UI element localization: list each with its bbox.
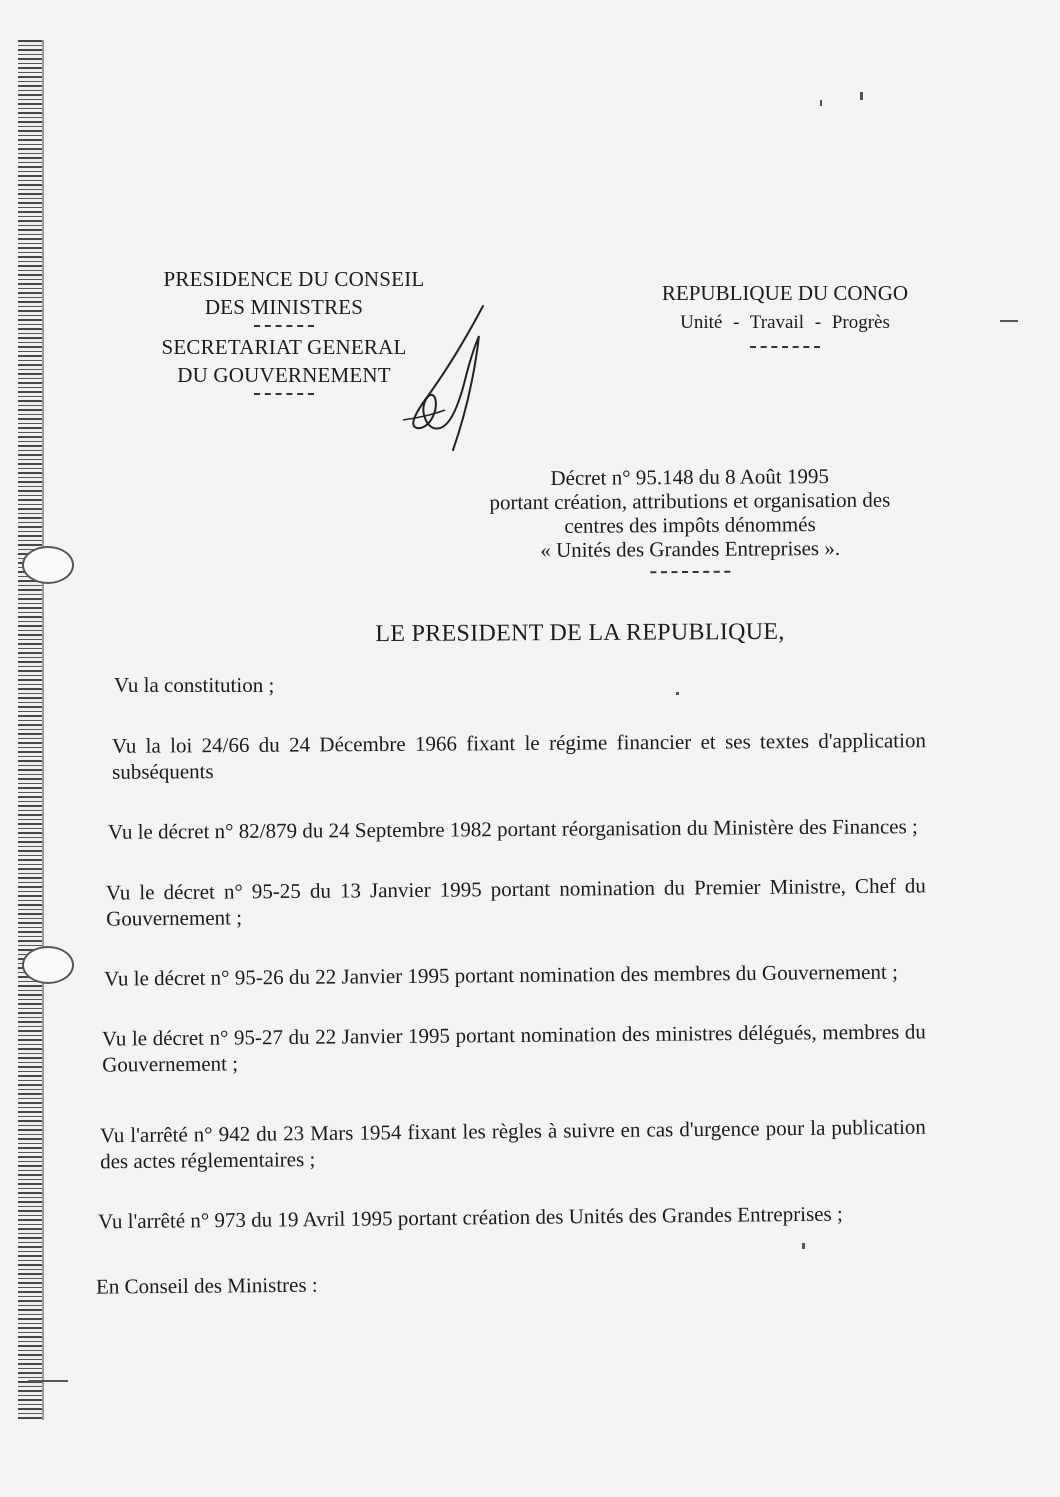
scan-speck — [28, 1380, 68, 1382]
handwritten-signature — [395, 300, 505, 460]
authority-line-1: PRESIDENCE DU CONSEIL — [163, 267, 425, 291]
decree-title-block — [440, 463, 941, 580]
scan-speck — [1000, 320, 1018, 322]
binding-strip — [18, 40, 42, 1420]
visa-paragraph: Vu l'arrêté n° 942 du 23 Mars 1954 fixant les règles à suivre en cas d'urgence pour la publication des actes réglementaires ; — [99, 1114, 926, 1174]
authority-line-3: SECRETARIAT GENERAL — [161, 335, 407, 359]
header-separator — [750, 346, 820, 348]
visa-paragraph: Vu le décret n° 95-26 du 22 Janvier 1995 portant nomination des membres du Gouvernement ; — [103, 959, 898, 991]
binding-edge — [42, 40, 44, 1420]
scan-speck — [860, 92, 863, 100]
country-name: REPUBLIQUE DU CONGO — [661, 281, 909, 305]
scan-speck — [820, 100, 822, 106]
authority-line-4: DU GOUVERNEMENT — [177, 363, 391, 387]
visa-paragraph: Vu l'arrêté n° 973 du 19 Avril 1995 portant création des Unités des Grandes Entreprises ; — [97, 1201, 843, 1234]
punch-hole-upper — [22, 546, 74, 584]
title-separator — [650, 571, 730, 574]
council-line: En Conseil des Ministres : — [95, 1272, 318, 1299]
visa-paragraph: Vu la loi 24/66 du 24 Décembre 1966 fixant le régime financier et ses textes d'application subséquents — [111, 728, 926, 784]
preamble-body — [95, 672, 926, 1330]
decree-number-line: Décret n° 95.148 du 8 Août 1995 — [550, 464, 829, 490]
visa-paragraph: Vu le décret n° 95-25 du 13 Janvier 1995 portant nomination du Premier Ministre, Chef du Gouvernement ; — [105, 873, 926, 931]
decree-title-line: portant création, attributions et organisation des — [489, 487, 891, 515]
header-separator — [254, 325, 314, 327]
visa-paragraph: Vu la constitution ; — [114, 673, 275, 697]
authority-line-2: DES MINISTRES — [204, 295, 364, 319]
decree-title-line: centres des impôts dénommés — [564, 512, 816, 538]
visa-paragraph: Vu le décret n° 82/879 du 24 Septembre 1982 portant réorganisation du Ministère des Finances ; — [107, 814, 918, 844]
punch-hole-lower — [22, 946, 74, 984]
national-motto: Unité - Travail - Progrès — [680, 312, 890, 333]
visa-paragraph: Vu le décret n° 95-27 du 22 Janvier 1995 portant nomination des ministres délégués, membres du Gouvernement ; — [101, 1019, 926, 1077]
decree-title-line: « Unités des Grandes Entreprises ». — [540, 535, 841, 563]
state-header — [620, 278, 950, 354]
header-separator — [254, 393, 314, 395]
president-heading: LE PRESIDENT DE LA REPUBLIQUE, — [375, 618, 785, 648]
